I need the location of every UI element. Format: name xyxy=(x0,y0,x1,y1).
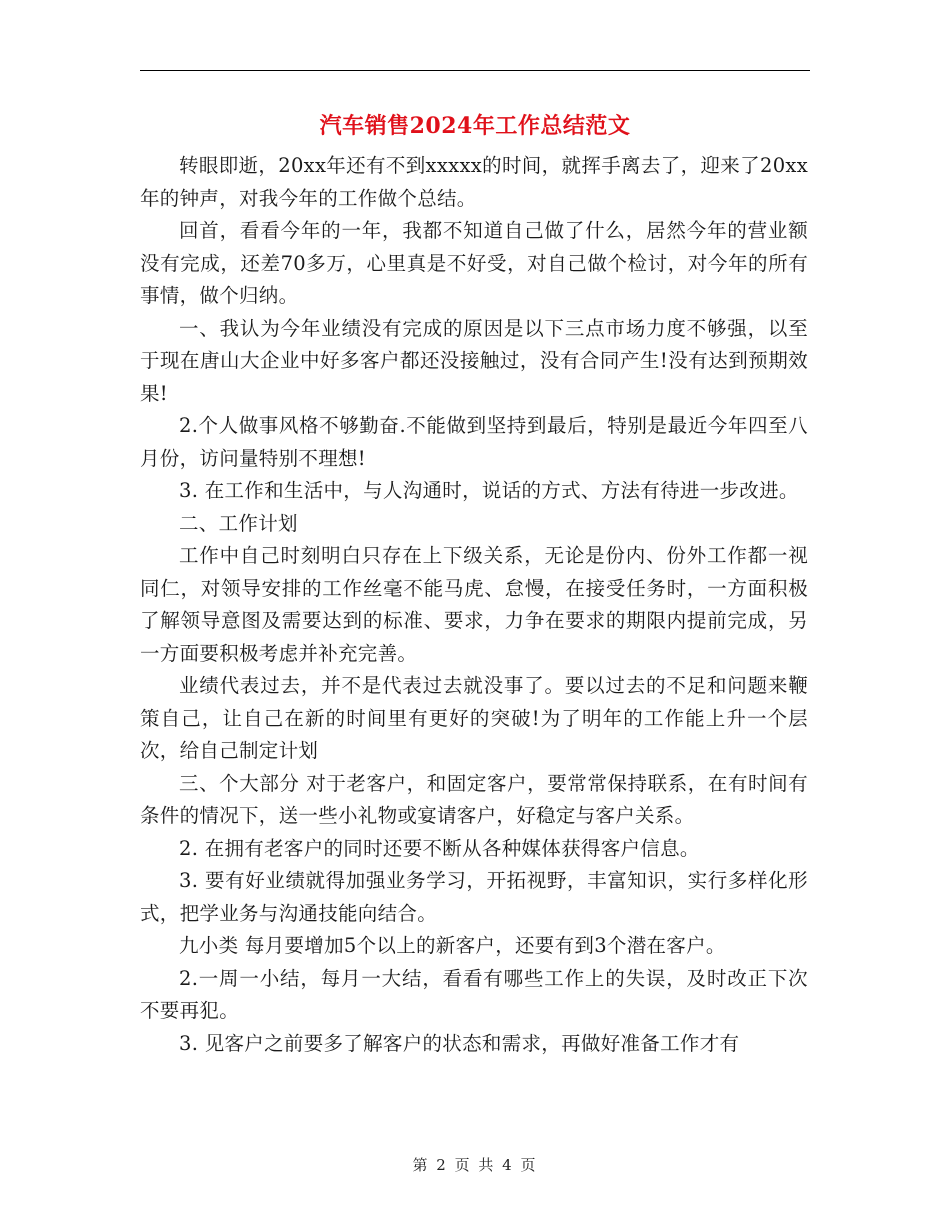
paragraph-reason-1: 一、我认为今年业绩没有完成的原因是以下三点市场力度不够强，以至于现在唐山大企业中好多客户都还没接触过，没有合同产生!没有达到预期效果! xyxy=(140,316,808,405)
document-title: 汽车销售2024年工作总结范文 xyxy=(319,113,631,139)
document-body xyxy=(140,150,808,1060)
paragraph-plan-1: 三、个大部分 对于老客户，和固定客户，要常常保持联系，在有时间有条件的情况下，送一些小礼物或宴请客户，好稳定与客户关系。 xyxy=(140,771,808,827)
paragraph-plan-6: 3. 见客户之前要多了解客户的状态和需求，再做好准备工作才有 xyxy=(179,1031,740,1055)
paragraph-plan-2: 2. 在拥有老客户的同时还要不断从各种媒体获得客户信息。 xyxy=(179,836,700,860)
header-rule xyxy=(140,70,810,71)
paragraph-work-attitude: 工作中自己时刻明白只存在上下级关系，无论是份内、份外工作都一视同仁，对领导安排的工作丝毫不能马虎、怠慢，在接受任务时，一方面积极了解领导意图及需要达到的标准、要求，力争在要求的期限内提前完成，另一方面要积极考虑并补充完善。 xyxy=(140,544,808,665)
page-number: 第 2 页 共 4 页 xyxy=(412,1156,538,1174)
paragraph-intro: 转眼即逝，20xx年还有不到xxxxx的时间，就挥手离去了，迎来了20xx年的钟声，对我今年的工作做个总结。 xyxy=(140,154,808,210)
paragraph-plan-5: 2.一周一小结，每月一大结，看看有哪些工作上的失误，及时改正下次不要再犯。 xyxy=(140,966,808,1022)
paragraph-plan-3: 3. 要有好业绩就得加强业务学习，开拓视野，丰富知识，实行多样化形式，把学业务与沟通技能向结合。 xyxy=(140,869,808,925)
paragraph-performance: 业绩代表过去，并不是代表过去就没事了。要以过去的不足和问题来鞭策自己，让自己在新的时间里有更好的突破!为了明年的工作能上升一个层次，给自己制定计划 xyxy=(140,674,808,762)
paragraph-review: 回首，看看今年的一年，我都不知道自己做了什么，居然今年的营业额没有完成，还差70多万，心里真是不好受，对自己做个检讨，对今年的所有事情，做个归纳。 xyxy=(140,219,808,307)
section-heading-work-plan: 二、工作计划 xyxy=(179,511,298,535)
paragraph-reason-2: 2.个人做事风格不够勤奋.不能做到坚持到最后，特别是最近今年四至八月份，访问量特别不理想! xyxy=(140,414,808,470)
paragraph-reason-3: 3. 在工作和生活中，与人沟通时，说话的方式、方法有待进一步改进。 xyxy=(179,479,799,502)
paragraph-plan-4: 九小类 每月要增加5个以上的新客户，还要有到3个潜在客户。 xyxy=(179,934,726,957)
